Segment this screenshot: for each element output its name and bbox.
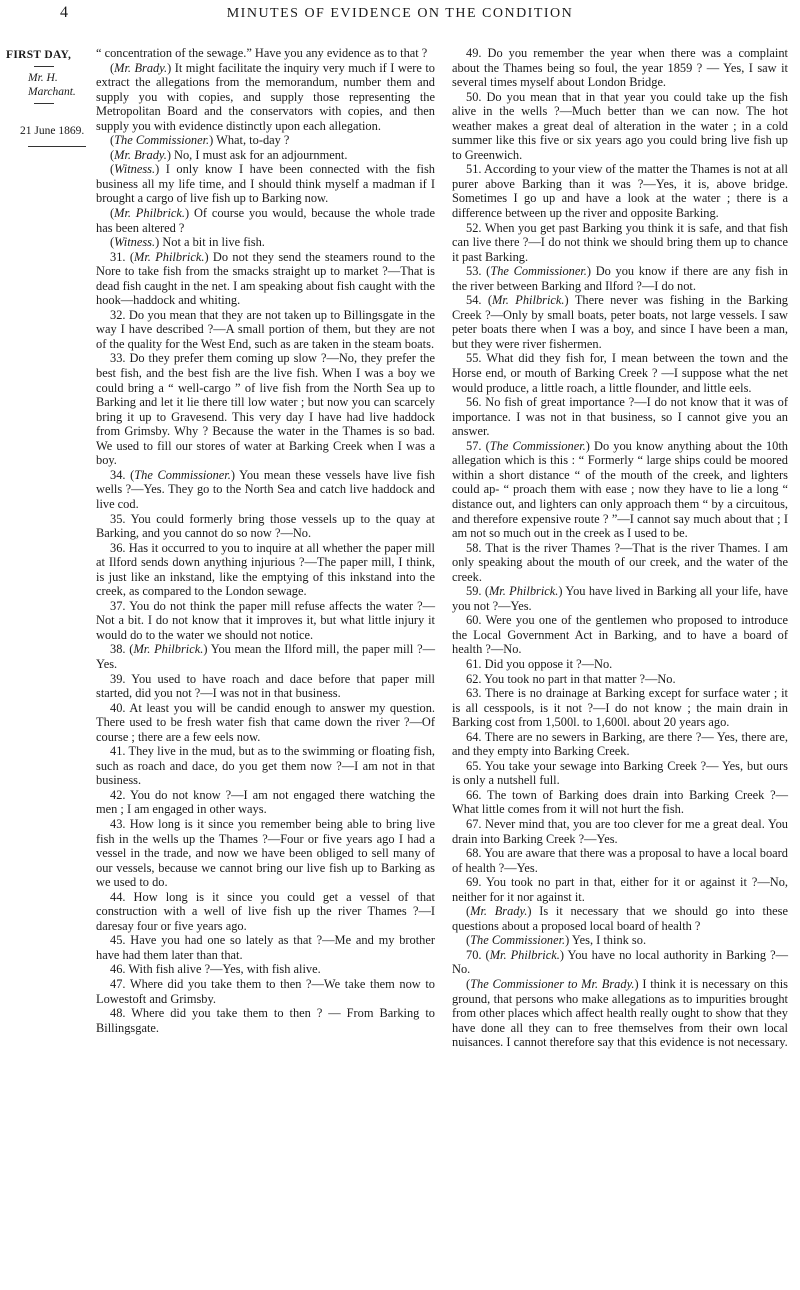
paragraph: (Mr. Brady.) No, I must ask for an adjournment. <box>110 147 348 162</box>
paragraph: 39. You used to have roach and dace before that paper mill started, did you not ?—I was not in that business. <box>96 671 435 701</box>
paragraph: 48. Where did you take them to then ? — From Barking to Billingsgate. <box>96 1006 435 1035</box>
margin-notes <box>6 48 88 147</box>
speaker-name: Mr. Brady. <box>470 904 528 919</box>
paragraph: (The Commissioner to Mr. Brady.) I think it is necessary on this ground, that persons who make allegations as to impurities brought from other places which affect health really ought to show that they have done all they can to free themselves from their own local nuisances. I cannot therefore say that this evidence is not necessary. <box>452 977 788 1050</box>
paragraph: 40. At least you will be candid enough to answer my question. There used to be fresh water fish that came down the river ?—Of course ; there are a few eels now. <box>96 700 435 744</box>
paragraph: 64. There are no sewers in Barking, are there ?— Yes, there are, and they empty into Barking Creek. <box>452 729 788 759</box>
paragraph: 52. When you get past Barking you think it is safe, and that fish can live there ?—I do not think we should bring them up to chance it past Barking. <box>452 220 788 264</box>
paragraph: 70. (Mr. Philbrick.) You have no local authority in Barking ?—No. <box>452 947 788 977</box>
paragraph: 42. You do not know ?—I am not engaged there watching the men ; I am engaged in other ways. <box>96 787 435 817</box>
paragraph: 36. Has it occurred to you to inquire at all whether the paper mill at Ilford sends down anything injurious ?—The paper mill, I think, is just like an inkstand, like the emptying of this inkstand into the creek, as compared to the London sewage. <box>96 540 435 599</box>
speaker-name: Witness. <box>114 235 156 250</box>
paragraph: 46. With fish alive ?—Yes, with fish alive. <box>110 962 321 977</box>
paragraph: 65. You take your sewage into Barking Creek ?— Yes, but ours is only a nutshell full. <box>452 758 788 788</box>
paragraph: (The Commissioner.) What, to-day ? <box>110 133 290 148</box>
paragraph: (The Commissioner.) Yes, I think so. <box>466 933 647 948</box>
paragraph: 57. (The Commissioner.) Do you know anything about the 10th allegation which is this : “ Formerly “ large ships could be moored within a short distance “ of the mouth of the creek, and lighters could ap- “ proach them with ease ; now they have to lie a long “ distance out, and lighters can only approach them “ by a circuitous, and therefore expensive route ? ”—I cannot say much about that ; I am not so much out in the creek as I used to be. <box>452 438 788 541</box>
paragraph: 33. Do they prefer them coming up slow ?—No, they prefer the best fish, and the best fish are the live fish. When I was a boy we could bring a “ well-cargo ” of live fish from the North Sea up to Barking and let it lie there till low water ; but now you can scarcely bring it up to Gravesend. This very day I have had live haddock from Grimsby. Why ? Because the water in the Thames is so bad. We used to fill our stores of water at Barking Creek when I was a boy. <box>96 351 435 468</box>
speaker-name: Mr. Brady. <box>114 147 167 162</box>
paragraph: 69. You took no part in that, either for it or against it ?—No, neither for it nor against it. <box>452 875 788 904</box>
paragraph: (Witness.) I only know I have been connected with the fish business all my life time, and I should think myself a madman if I brought a cargo of live fish up to Barking now. <box>96 162 435 206</box>
paragraph: 60. Were you one of the gentlemen who proposed to introduce the Local Government Act in Barking, and to have a board of health ?—No. <box>452 613 788 657</box>
paragraph: (Mr. Brady.) Is it necessary that we should go into these questions about a proposed local board of health ? <box>452 904 788 933</box>
paragraph: 62. You took no part in that matter ?—No. <box>466 671 676 686</box>
paragraph: 67. Never mind that, you are too clever for me a great deal. You drain into Barking Creek ?—Yes. <box>452 816 788 846</box>
paragraph: 58. That is the river Thames ?—That is the river Thames. I am only speaking about the mouth of our creek, and the water of the creek. <box>452 540 788 584</box>
left-column <box>96 46 435 1035</box>
paragraph: 44. How long is it since you could get a vessel of that construction with a well of live fish up the river Thames ?—I daresay four or five years ago. <box>96 889 435 933</box>
speaker-name: Mr. Brady. <box>114 60 168 75</box>
page-header <box>0 4 800 26</box>
running-title: MINUTES OF EVIDENCE ON THE CONDITION <box>226 6 574 21</box>
paragraph: “ concentration of the sewage.” Have you any evidence as to that ? <box>96 46 428 60</box>
paragraph: 63. There is no drainage at Barking except for surface water ; it is all cesspools, is it not ?—I do not know ; the main drain in Barking cost from 1,500l. to 1,600l. about 20 years ago. <box>452 686 788 730</box>
paragraph: 54. (Mr. Philbrick.) There never was fishing in the Barking Creek ?—Only by small boats, peter boats, not large vessels. I saw peter boats there when I was a boy, and since I have been a man, but they were river fishermen. <box>452 293 789 351</box>
speaker-name: Mr. Philbrick. <box>489 947 560 962</box>
paragraph: (Mr. Philbrick.) Of course you would, because the whole trade has been altered ? <box>96 206 435 235</box>
paragraph: 51. According to your view of the matter the Thames is not at all purer above Barking than it was ?—Yes, it is, above bridge. Sometimes I go up and have a look at the water ; there is a difference between up the river and opposite Barking. <box>452 162 788 221</box>
margin-witness-name: Marchant. <box>28 86 76 98</box>
speaker-name: Mr. Philbrick. <box>114 206 186 221</box>
paragraph: 43. How long is it since you remember being able to bring live fish in the wells up the Thames ?—Four or five years ago I had a vessel in the trade, and now we have been obliged to sell many of our vessels, because we cannot bring our live fish up to Barking as we used to do. <box>96 816 435 890</box>
page-number: 4 <box>60 4 68 21</box>
paragraph: 38. (Mr. Philbrick.) You mean the Ilford mill, the paper mill ?—Yes. <box>96 642 435 671</box>
paragraph: 68. You are aware that there was a proposal to have a local board of health ?—Yes. <box>452 846 788 875</box>
speaker-name: Mr. Philbrick. <box>133 642 204 657</box>
speaker-name: The Commissioner to Mr. Brady. <box>470 977 635 991</box>
paragraph: 50. Do you mean that in that year you could take up the fish alive in the wells ?—Much better than we can now. The hot weather makes a great deal of alteration in the water ; in a cold summer like this five or six years ago you could bring live fish up to Greenwich. <box>452 89 788 162</box>
speaker-name: Mr. Philbrick. <box>488 584 559 599</box>
speaker-name: Mr. Philbrick. <box>492 293 565 308</box>
margin-witness-title: Mr. H. <box>28 72 58 84</box>
paragraph: 35. You could formerly bring those vessels up to the quay at Barking, and you cannot do so now ?—No. <box>96 511 435 541</box>
speaker-name: Witness. <box>114 162 156 177</box>
paragraph: (Witness.) Not a bit in live fish. <box>110 235 265 250</box>
paragraph: 56. No fish of great importance ?—I do not know that it was of importance. I was not in that business, so I cannot give you an answer. <box>452 395 788 439</box>
margin-day: FIRST DAY, <box>6 49 72 61</box>
paragraph: 37. You do not think the paper mill refuse affects the water ?—Not a bit. I do not know that it improves it, but what little injury it would do to the water we should not notice. <box>96 598 435 642</box>
paragraph: 47. Where did you take them to then ?—We take them now to Lowestoft and Grimsby. <box>96 977 435 1006</box>
paragraph: 61. Did you oppose it ?—No. <box>466 656 613 671</box>
speaker-name: The Commissioner. <box>114 133 210 148</box>
paragraph: 66. The town of Barking does drain into Barking Creek ?—What little comes from it will not hurt the fish. <box>452 787 788 817</box>
right-column <box>452 46 788 1050</box>
paragraph: 41. They live in the mud, but as to the swimming or floating fish, such as roach and dace, do you get them now ?—I am not in that business. <box>96 744 435 788</box>
paragraph: 59. (Mr. Philbrick.) You have lived in Barking all your life, have you not ?—Yes. <box>452 584 788 613</box>
paragraph: 32. Do you mean that they are not taken up to Billingsgate in the way I have described ?—A small portion of them, but they are not of the quality for the West End, such as are taken in the steam boats. <box>96 307 435 351</box>
margin-rule <box>34 66 54 67</box>
paragraph: 55. What did they fish for, I mean between the town and the Horse end, or mouth of Barking Creek ? —I suppose what the net would produce, a little roach, a little flounder, and little eels. <box>452 351 788 395</box>
paragraph: 31. (Mr. Philbrick.) Do not they send the steamers round to the Nore to take fish from the smacks straight up to market ?—That is dead fish caught in the net. I am speaking about fish caught with the hook—haddock and whiting. <box>96 249 435 308</box>
margin-rule <box>34 103 54 104</box>
speaker-name: The Commissioner. <box>134 467 231 482</box>
paragraph: 45. Have you had one so lately as that ?—Me and my brother have had them later than that. <box>96 933 435 962</box>
speaker-name: The Commissioner. <box>489 438 586 453</box>
paragraph: 49. Do you remember the year when there was a complaint about the Thames being so foul, the year 1859 ? — Yes, I saw it several times myself about London Bridge. <box>452 46 788 90</box>
margin-rule <box>28 146 86 147</box>
speaker-name: Mr. Philbrick. <box>134 249 205 264</box>
paragraph: 53. (The Commissioner.) Do you know if there are any fish in the river between Barking and Ilford ?—I do not. <box>452 264 788 293</box>
paragraph: 34. (The Commissioner.) You mean these vessels have live fish wells ?—Yes. They go to the North Sea and catch live haddock and live cod. <box>96 467 435 511</box>
speaker-name: The Commissioner. <box>470 933 566 948</box>
margin-date: 21 June 1869. <box>20 125 85 137</box>
paragraph: (Mr. Brady.) It might facilitate the inquiry very much if I were to extract the allegations from the memorandum, number them and supply you with copies, and supply those representing the Metropolitan Board and the conservators with copies, and then supply you with evidence distinctly upon each allegation. <box>96 60 435 133</box>
speaker-name: The Commissioner. <box>490 264 587 279</box>
